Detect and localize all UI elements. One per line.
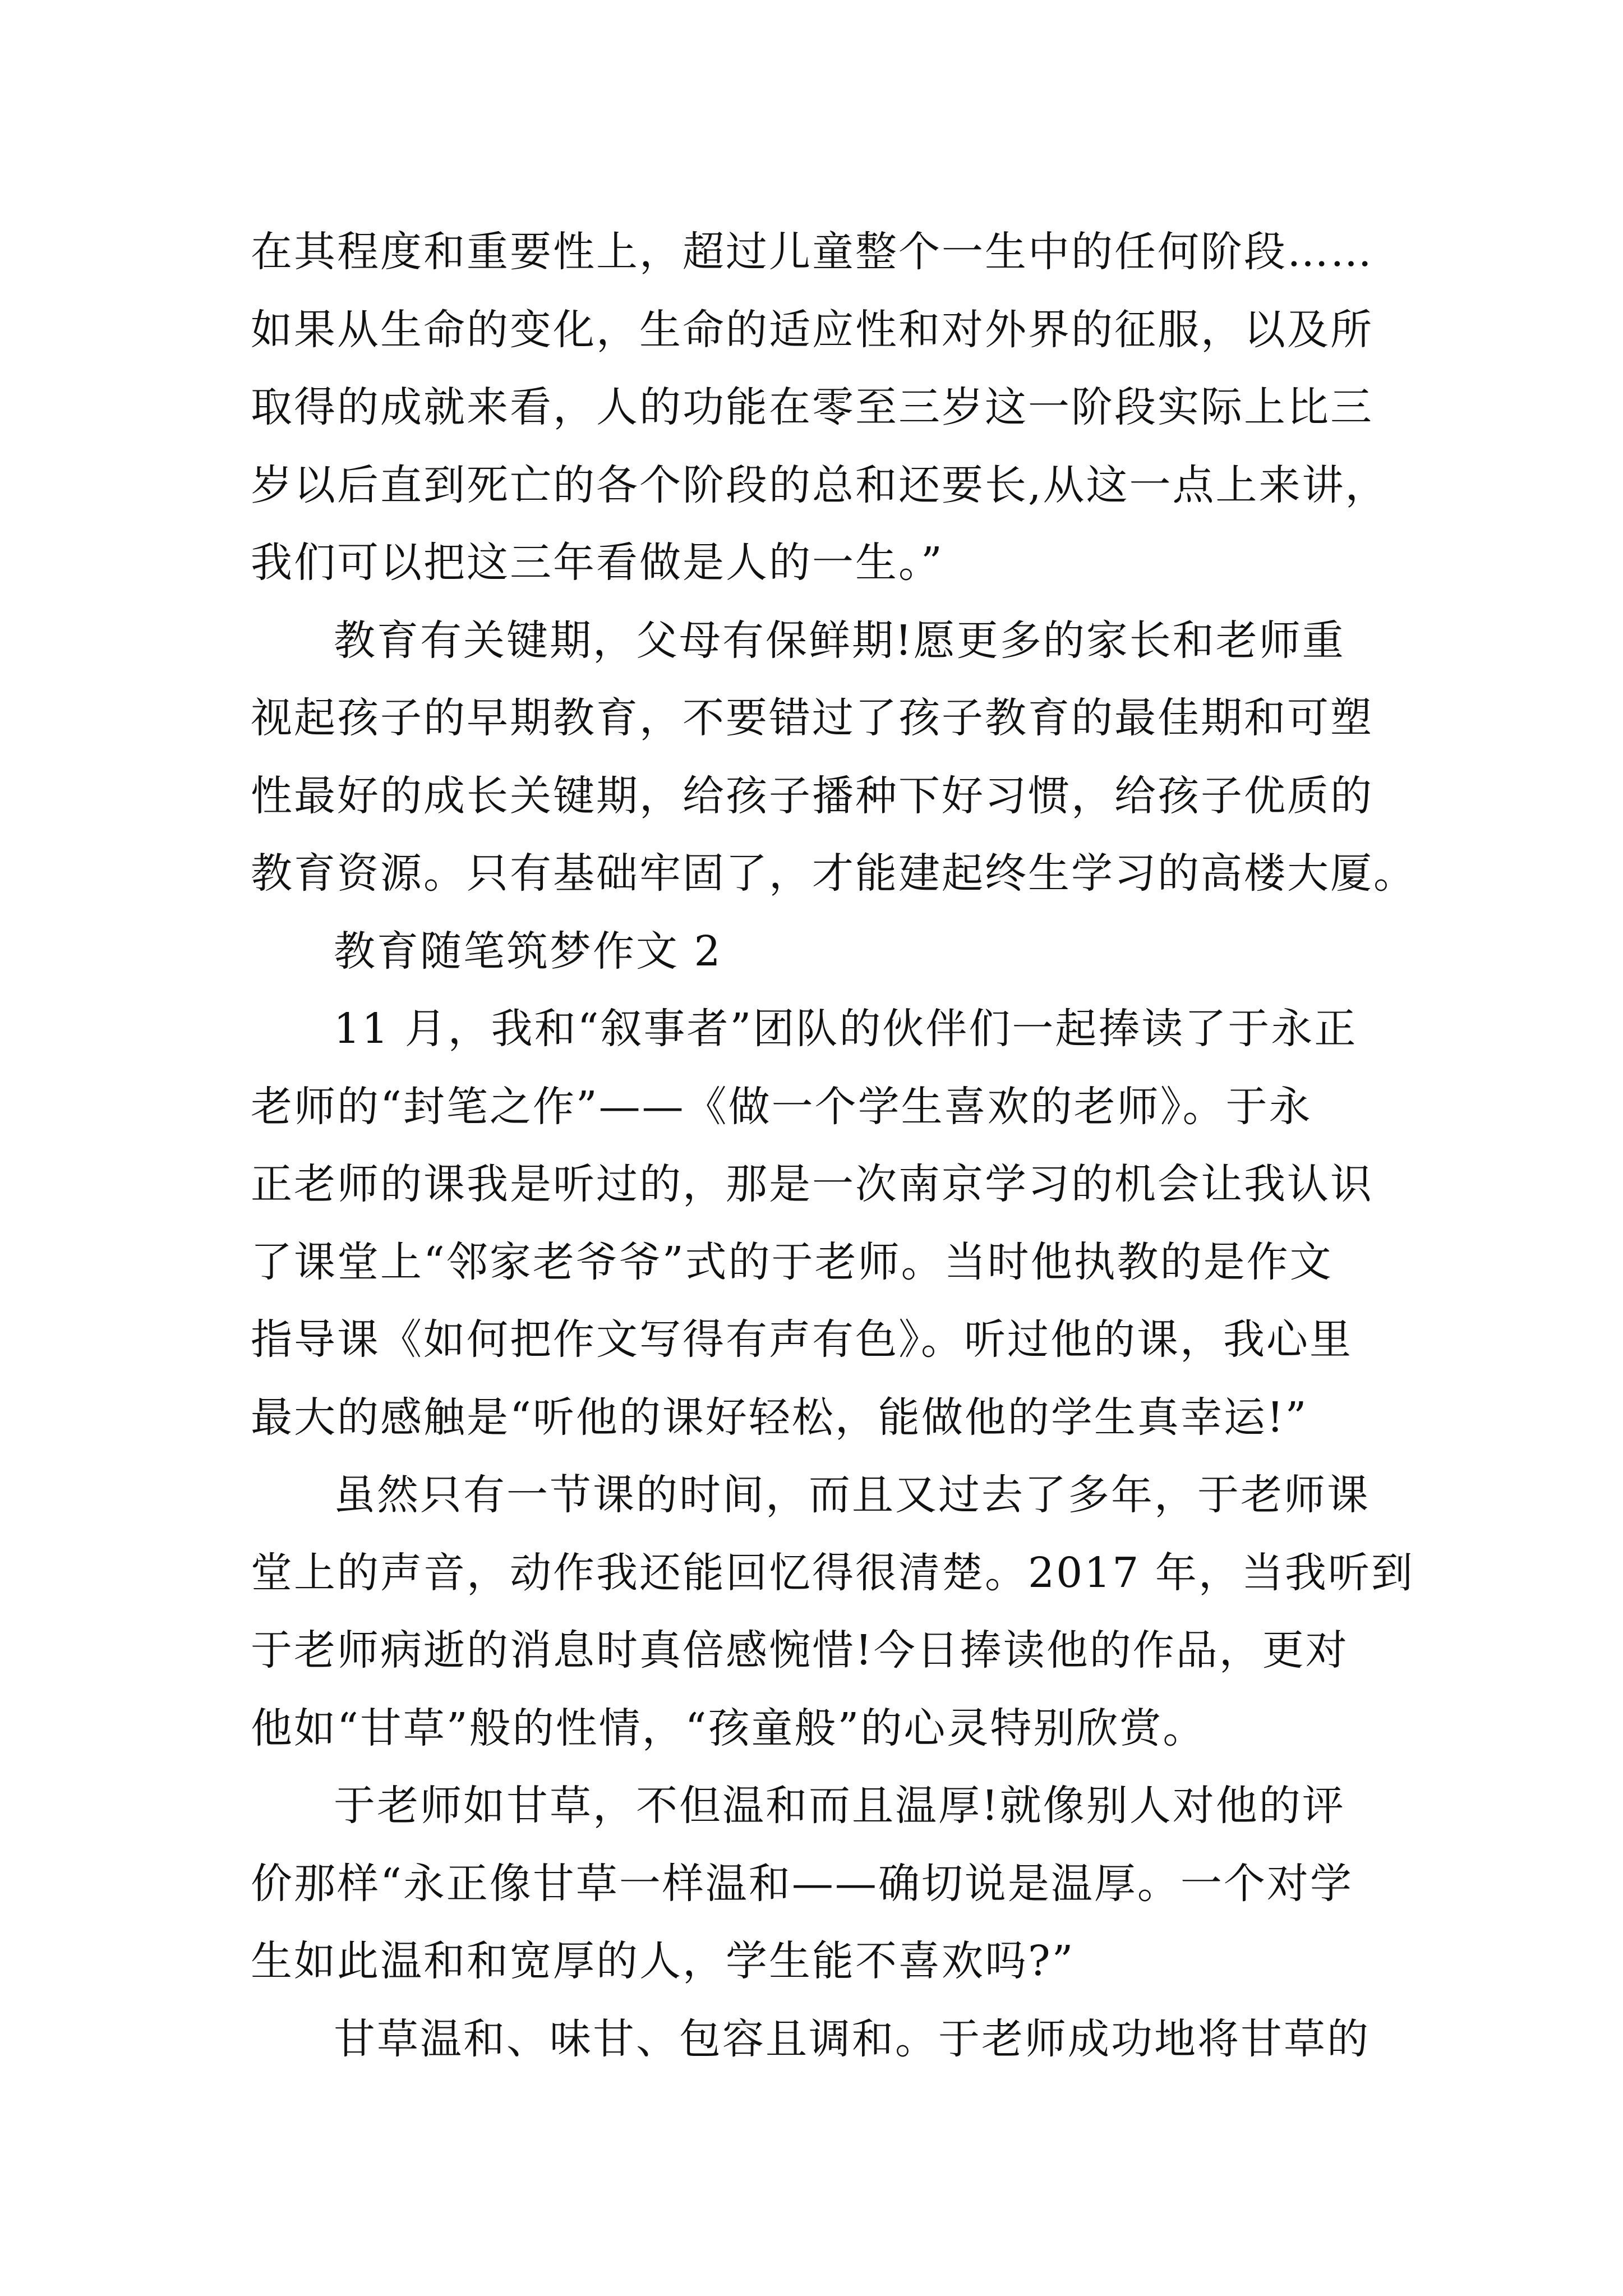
text-line: 最大的感触是“听他的课好轻松，能做他的学生真幸运!” xyxy=(251,1393,1308,1442)
section-heading: 教育随笔筑梦作文 2 xyxy=(334,927,722,976)
text-line: 了课堂上“邻家老爷爷”式的于老师。当时他执教的是作文 xyxy=(251,1237,1333,1286)
paragraph-first-line: 教育有关键期，父母有保鲜期!愿更多的家长和老师重 xyxy=(334,616,1345,665)
text-line: 老师的“封笔之作”——《做一个学生喜欢的老师》。于永 xyxy=(251,1082,1312,1131)
body-text xyxy=(251,213,1417,2078)
text-line: 正老师的课我是听过的，那是一次南京学习的机会让我认识 xyxy=(251,1160,1373,1208)
text-line: 性最好的成长关键期，给孩子播种下好习惯，给孩子优质的 xyxy=(251,771,1373,820)
text-line: 于老师病逝的消息时真倍感惋惜!今日捧读他的作品，更对 xyxy=(251,1626,1349,1674)
paragraph-first-line: 甘草温和、味甘、包容且调和。于老师成功地将甘草的 xyxy=(334,2014,1370,2063)
text-line: 堂上的声音，动作我还能回忆得很清楚。2017 年，当我听到 xyxy=(251,1548,1414,1597)
paragraph-first-line: 于老师如甘草，不但温和而且温厚!就像别人对他的评 xyxy=(334,1782,1345,1830)
paragraph-first-line: 虽然只有一节课的时间，而且又过去了多年，于老师课 xyxy=(334,1471,1370,1519)
text-line: 价那样“永正像甘草一样温和——确切说是温厚。一个对学 xyxy=(251,1859,1353,1908)
text-line: 我们可以把这三年看做是人的一生。” xyxy=(251,539,944,587)
text-line: 取得的成就来看，人的功能在零至三岁这一阶段实际上比三 xyxy=(251,383,1373,431)
text-line: 如果从生命的变化，生命的适应性和对外界的征服，以及所 xyxy=(251,305,1373,354)
text-line: 指导课《如何把作文写得有声有色》。听过他的课，我心里 xyxy=(251,1315,1353,1364)
text-line: 教育资源。只有基础牢固了，才能建起终生学习的高楼大厦。 xyxy=(251,849,1417,898)
paragraph-first-line: 11 月，我和“叙事者”团队的伙伴们一起捧读了于永正 xyxy=(334,1005,1358,1053)
text-line: 他如“甘草”般的性情，“孩童般”的心灵特别欣赏。 xyxy=(251,1704,1206,1752)
text-line: 岁以后直到死亡的各个阶段的总和还要长,从这一点上来讲， xyxy=(251,461,1389,509)
text-line: 在其程度和重要性上，超过儿童整个一生中的任何阶段…… xyxy=(251,228,1373,276)
text-line: 视起孩子的早期教育，不要错过了孩子教育的最佳期和可塑 xyxy=(251,694,1373,742)
text-line: 生如此温和和宽厚的人，学生能不喜欢吗?” xyxy=(251,1937,1075,1985)
